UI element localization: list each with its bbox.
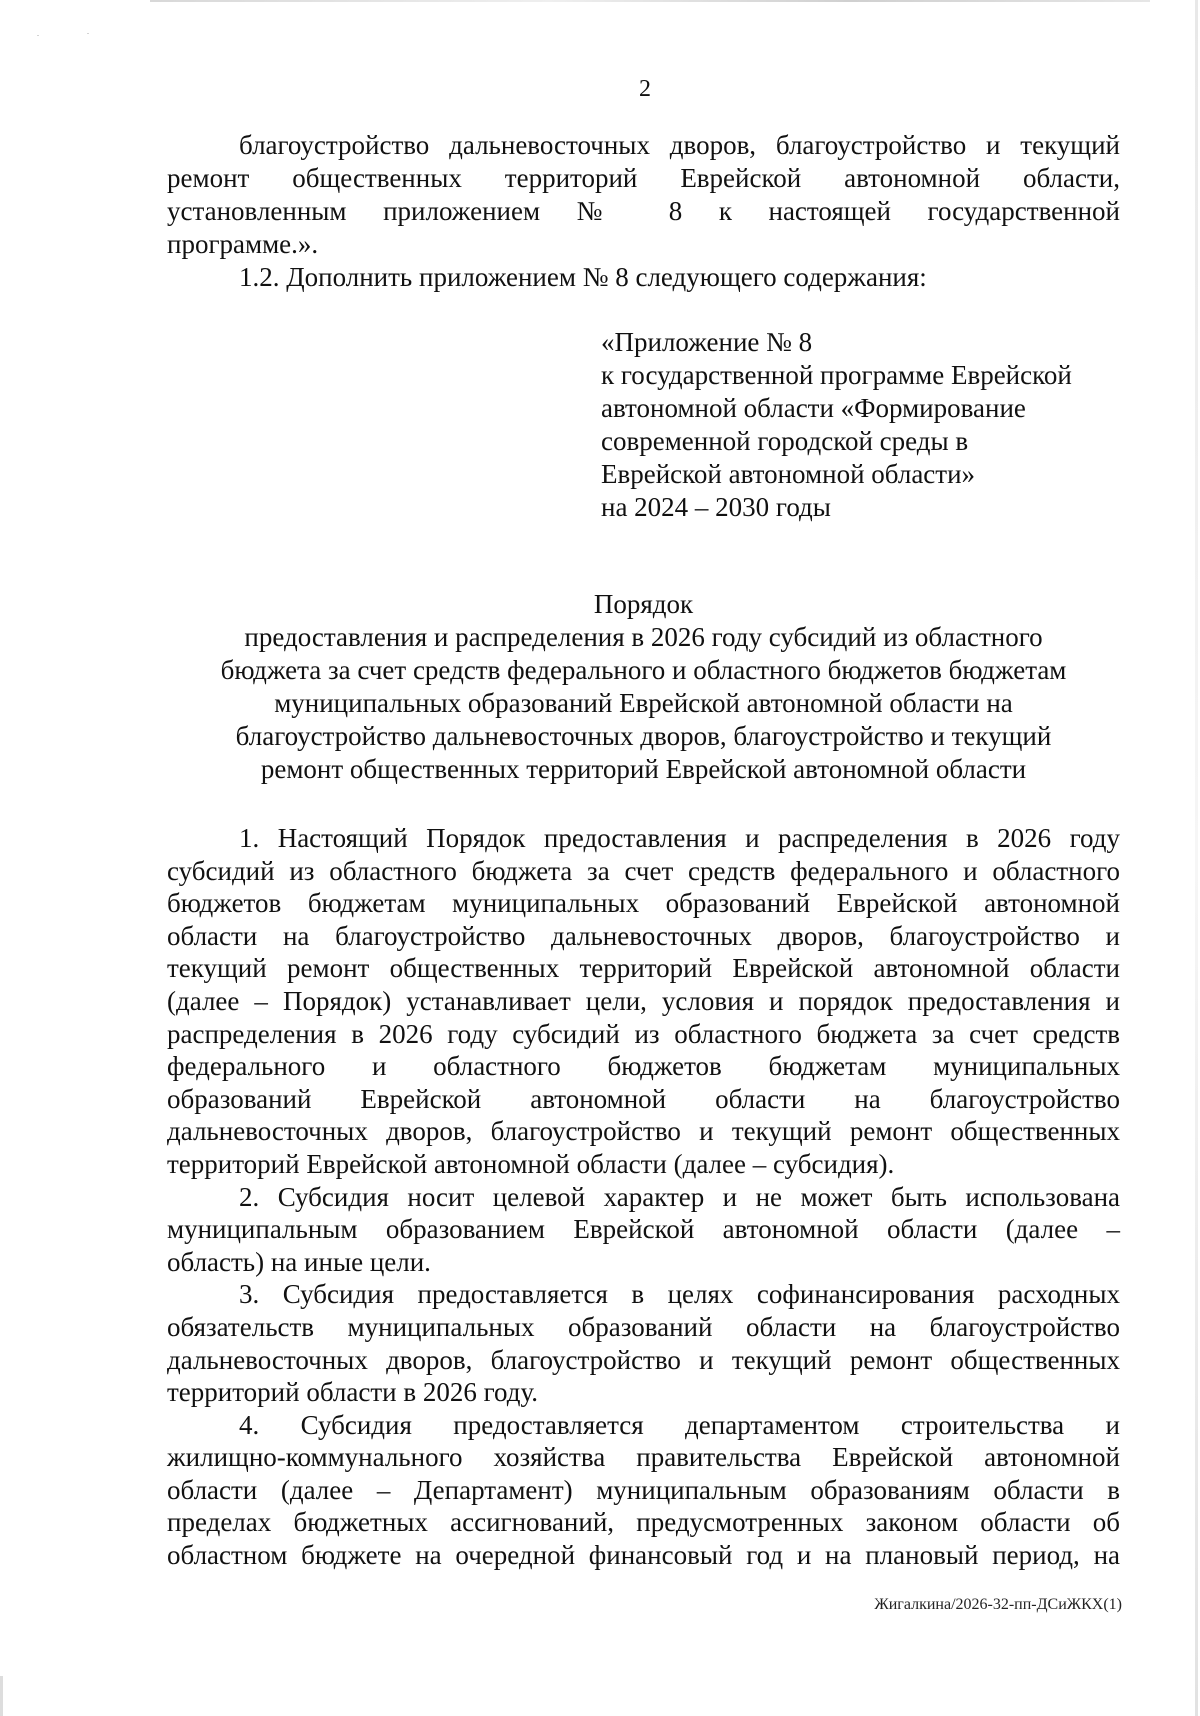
paragraph-line: жилищно-коммунального хозяйства правительства Еврейской автономной (167, 1442, 1120, 1473)
paragraph-line: дальневосточных дворов, благоустройство и текущий ремонт общественных (167, 1344, 1120, 1375)
paragraph-line: область) на иные цели. (167, 1246, 431, 1277)
approval-line: автономной области «Формирование (601, 393, 1026, 423)
page-number: 2 (639, 76, 651, 102)
paragraph-line: 1. Настоящий Порядок предоставления и распределения в 2026 году (239, 823, 1120, 853)
paragraph-line: дальневосточных дворов, благоустройство и текущий ремонт общественных (167, 1116, 1120, 1147)
paragraph-line: субсидий из областного бюджета за счет средств федерального и областного (167, 855, 1120, 886)
paragraph-line: области на благоустройство дальневосточных дворов, благоустройство и (167, 920, 1120, 951)
paragraph-2 (167, 1181, 1120, 1279)
intro-line: программе.». (167, 229, 319, 259)
paragraph-line: (далее – Порядок) устанавливает цели, условия и порядок предоставления и (167, 985, 1120, 1016)
document-subtitle-line: благоустройство дальневосточных дворов, благоустройство и текущий (235, 721, 1052, 751)
document-body (167, 822, 1120, 1572)
document-reference-footer: Жигалкина/2026-32-пп-ДСиЖКХ(1) (874, 1596, 1122, 1613)
paragraph-line: территорий области в 2026 году. (167, 1377, 538, 1408)
approval-line: на 2024 – 2030 годы (601, 492, 831, 522)
document-subtitle-line: предоставления и распределения в 2026 году субсидий из областного (244, 622, 1043, 652)
approval-line: Еврейской автономной области» (601, 459, 976, 489)
paragraph-line: 2. Субсидия носит целевой характер и не может быть использована (239, 1181, 1120, 1212)
paragraph-line: распределения в 2026 году субсидий из областного бюджета за счет средств (167, 1018, 1120, 1049)
approval-line: к государственной программе Еврейской (601, 360, 1072, 390)
intro-line: установленным приложением № 8 к настоящей государственной (167, 196, 1120, 226)
paragraph-line: 3. Субсидия предоставляется в целях софинансирования расходных (239, 1279, 1120, 1310)
scan-edge-right (1195, 0, 1198, 1716)
intro-line: ремонт общественных территорий Еврейской автономной области, (167, 163, 1120, 193)
approval-stamp-block (601, 326, 1121, 524)
document-subtitle-line: бюджета за счет средств федерального и областного бюджетов бюджетам (220, 655, 1067, 685)
paragraph-line: области (далее – Департамент) муниципальным образованиям области в (167, 1474, 1120, 1505)
paragraph-line: образований Еврейской автономной области на благоустройство (167, 1083, 1120, 1114)
intro-line: 1.2. Дополнить приложением № 8 следующего содержания: (239, 262, 927, 292)
paragraph-1 (167, 822, 1120, 1181)
paragraph-line: областном бюджете на очередной финансовый год и на плановый период, на (167, 1540, 1120, 1571)
document-subtitle-line: муниципальных образований Еврейской автономной области на (274, 688, 1013, 718)
paragraph-4 (167, 1409, 1120, 1572)
paragraph-line: обязательств муниципальных образований области на благоустройство (167, 1311, 1120, 1342)
paragraph-line: территорий Еврейской автономной области (далее – субсидия). (167, 1148, 895, 1179)
paragraph-line: федерального и областного бюджетов бюджетам муниципальных (167, 1051, 1120, 1082)
paragraph-line: 4. Субсидия предоставляется департаментом строительства и (239, 1409, 1120, 1440)
approval-line: современной городской среды в (601, 426, 969, 456)
paragraph-line: текущий ремонт общественных территорий Еврейской автономной области (167, 953, 1120, 984)
intro-line: благоустройство дальневосточных дворов, благоустройство и текущий (239, 130, 1120, 160)
paragraph-3 (167, 1278, 1120, 1408)
scan-edge-top (150, 0, 1150, 2)
paragraph-line: бюджетов бюджетам муниципальных образований Еврейской автономной (167, 888, 1120, 919)
document-subtitle-line: ремонт общественных территорий Еврейской автономной области (260, 754, 1027, 784)
approval-line: «Приложение № 8 (601, 327, 813, 357)
intro-text (167, 129, 1120, 294)
paragraph-line: пределах бюджетных ассигнований, предусмотренных законом области об (167, 1507, 1120, 1538)
document-title: Порядок (593, 589, 694, 619)
document-title-block (167, 588, 1120, 786)
scan-edge-left-bottom (0, 1676, 3, 1716)
paragraph-line: муниципальным образованием Еврейской автономной области (далее – (167, 1214, 1120, 1245)
